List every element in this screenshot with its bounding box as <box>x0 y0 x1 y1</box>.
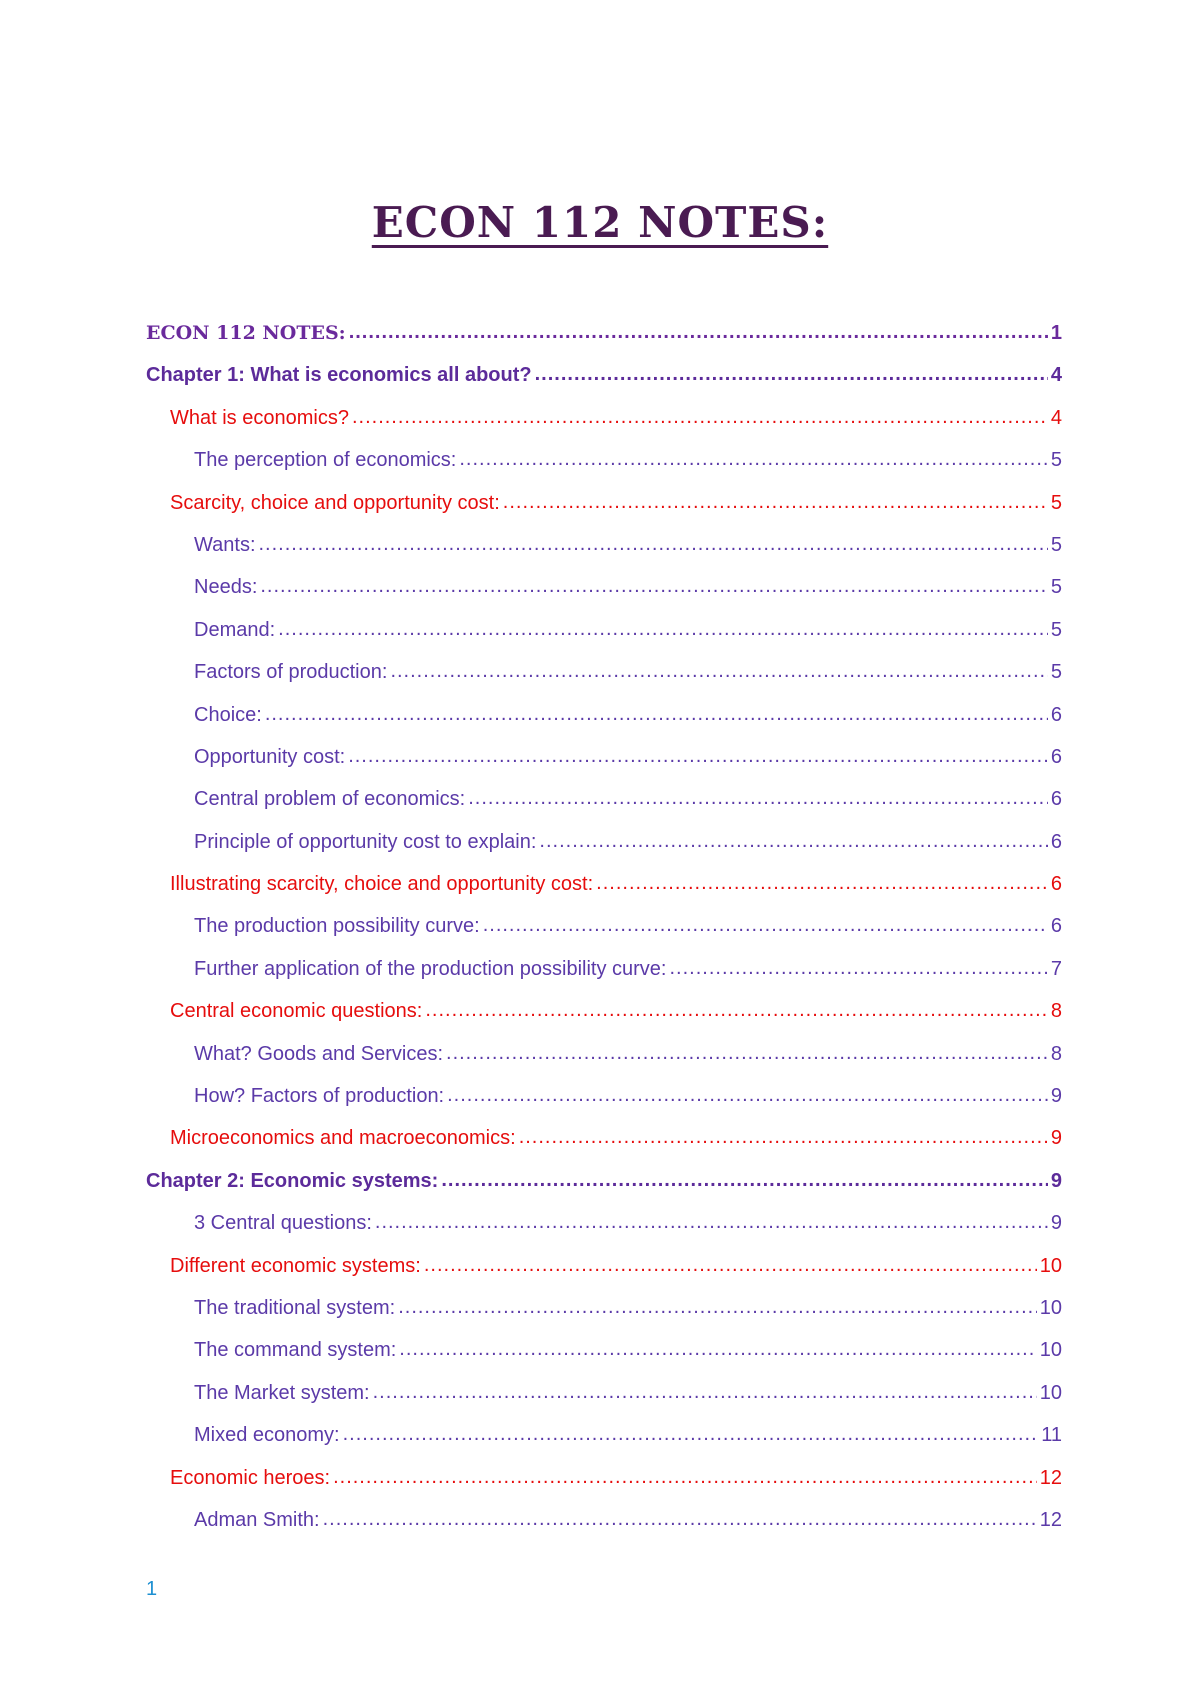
toc-entry[interactable] <box>146 1382 1062 1424</box>
toc-dot-leader <box>398 1296 1037 1319</box>
toc-entry-title: Illustrating scarcity, choice and opportunity cost: <box>170 873 594 896</box>
toc-entry-title: What is economics? <box>170 406 349 429</box>
toc-dot-leader <box>399 1338 1036 1361</box>
toc-dot-leader <box>596 872 1048 895</box>
table-of-contents <box>146 322 1062 1551</box>
toc-dot-leader <box>441 1169 1048 1192</box>
toc-dot-leader <box>669 957 1047 980</box>
toc-entry-page: 5 <box>1050 449 1062 472</box>
toc-entry-page: 5 <box>1050 533 1062 556</box>
toc-entry-page: 7 <box>1050 957 1062 980</box>
toc-entry-title: The perception of economics: <box>194 449 457 472</box>
toc-entry-page: 5 <box>1050 618 1062 641</box>
toc-entry[interactable] <box>146 704 1062 746</box>
toc-entry-page: 9 <box>1050 1212 1062 1235</box>
toc-dot-leader <box>333 1466 1037 1489</box>
toc-entry-page: 4 <box>1050 364 1062 387</box>
toc-entry-title: Principle of opportunity cost to explain: <box>194 830 537 853</box>
page-number: 1 <box>146 1578 158 1600</box>
toc-dot-leader <box>323 1508 1037 1531</box>
toc-dot-leader <box>446 1042 1048 1065</box>
toc-entry[interactable] <box>146 1509 1062 1551</box>
toc-dot-leader <box>459 448 1048 471</box>
toc-dot-leader <box>373 1381 1037 1404</box>
toc-entry-page: 5 <box>1050 491 1062 514</box>
toc-entry[interactable] <box>146 1000 1062 1042</box>
toc-entry-title: Chapter 2: Economic systems: <box>146 1169 439 1192</box>
toc-entry-page: 9 <box>1050 1085 1062 1108</box>
toc-entry-title: Scarcity, choice and opportunity cost: <box>170 491 500 514</box>
toc-entry[interactable] <box>146 576 1062 618</box>
toc-entry[interactable] <box>146 1170 1062 1212</box>
toc-entry-page: 9 <box>1050 1169 1062 1192</box>
toc-entry-page: 6 <box>1050 745 1062 768</box>
toc-entry[interactable] <box>146 449 1062 491</box>
toc-entry-page: 8 <box>1050 1000 1062 1023</box>
toc-entry[interactable] <box>146 915 1062 957</box>
toc-entry-page: 6 <box>1050 703 1062 726</box>
toc-entry-title: Central economic questions: <box>170 1000 423 1023</box>
toc-entry-page: 10 <box>1039 1296 1062 1319</box>
toc-entry[interactable] <box>146 958 1062 1000</box>
toc-entry-title: The production possibility curve: <box>194 915 480 938</box>
toc-entry[interactable] <box>146 407 1062 449</box>
toc-dot-leader <box>265 703 1048 726</box>
toc-entry-title: Demand: <box>194 618 276 641</box>
toc-dot-leader <box>447 1084 1048 1107</box>
document-title-text: ECON 112 NOTES: <box>371 198 829 247</box>
toc-entry[interactable] <box>146 1212 1062 1254</box>
toc-entry[interactable] <box>146 1043 1062 1085</box>
toc-dot-leader <box>349 321 1048 344</box>
toc-entry-title: 3 Central questions: <box>194 1212 372 1235</box>
toc-entry[interactable] <box>146 746 1062 788</box>
toc-entry-page: 5 <box>1050 576 1062 599</box>
toc-dot-leader <box>343 1423 1039 1446</box>
toc-entry[interactable] <box>146 1339 1062 1381</box>
toc-entry-title: The Market system: <box>194 1381 370 1404</box>
toc-entry[interactable] <box>146 1424 1062 1466</box>
toc-entry-page: 12 <box>1039 1466 1062 1489</box>
document-title <box>0 198 1200 247</box>
toc-dot-leader <box>468 787 1048 810</box>
toc-entry[interactable] <box>146 1467 1062 1509</box>
toc-entry-page: 12 <box>1039 1508 1062 1531</box>
toc-entry-page: 5 <box>1050 661 1062 684</box>
toc-entry[interactable] <box>146 1297 1062 1339</box>
toc-entry-title: The command system: <box>194 1339 397 1362</box>
toc-entry[interactable] <box>146 534 1062 576</box>
toc-entry-page: 10 <box>1039 1254 1062 1277</box>
toc-entry[interactable] <box>146 322 1062 364</box>
toc-entry-title: How? Factors of production: <box>194 1085 445 1108</box>
toc-dot-leader <box>278 618 1048 641</box>
toc-entry-page: 10 <box>1039 1339 1062 1362</box>
toc-dot-leader <box>539 830 1047 853</box>
toc-entry[interactable] <box>146 831 1062 873</box>
toc-entry-title: Further application of the production possibility curve: <box>194 957 667 980</box>
toc-dot-leader <box>375 1211 1048 1234</box>
toc-entry-page: 9 <box>1050 1127 1062 1150</box>
toc-entry[interactable] <box>146 1255 1062 1297</box>
toc-dot-leader <box>348 745 1048 768</box>
toc-dot-leader <box>390 660 1047 683</box>
toc-entry-title: Needs: <box>194 576 258 599</box>
toc-entry-page: 6 <box>1050 915 1062 938</box>
toc-dot-leader <box>424 1254 1037 1277</box>
toc-entry[interactable] <box>146 661 1062 703</box>
toc-entry[interactable] <box>146 1127 1062 1169</box>
toc-entry-page: 6 <box>1050 873 1062 896</box>
toc-entry[interactable] <box>146 492 1062 534</box>
toc-dot-leader <box>519 1126 1048 1149</box>
toc-entry-title: Microeconomics and macroeconomics: <box>170 1127 516 1150</box>
toc-entry-page: 11 <box>1041 1424 1062 1447</box>
toc-entry[interactable] <box>146 1085 1062 1127</box>
toc-entry[interactable] <box>146 788 1062 830</box>
toc-entry-title: Adman Smith: <box>194 1508 320 1531</box>
toc-entry-title: Chapter 1: What is economics all about? <box>146 364 532 387</box>
toc-entry-title: Mixed economy: <box>194 1424 340 1447</box>
toc-entry-title: What? Goods and Services: <box>194 1042 444 1065</box>
toc-entry-title: Factors of production: <box>194 661 388 684</box>
toc-entry-title: Central problem of economics: <box>194 788 466 811</box>
toc-entry-title: The traditional system: <box>194 1296 396 1319</box>
toc-entry[interactable] <box>146 364 1062 406</box>
toc-entry-page: 10 <box>1039 1381 1062 1404</box>
toc-entry-title: ECON 112 NOTES: <box>146 322 346 344</box>
toc-entry-title: Choice: <box>194 703 262 726</box>
toc-entry[interactable] <box>146 873 1062 915</box>
toc-entry-title: Wants: <box>194 533 256 556</box>
toc-dot-leader <box>352 406 1048 429</box>
toc-entry-title: Opportunity cost: <box>194 745 346 768</box>
toc-dot-leader <box>259 533 1048 556</box>
toc-entry-page: 4 <box>1050 406 1062 429</box>
toc-dot-leader <box>483 914 1048 937</box>
toc-dot-leader <box>425 999 1048 1022</box>
toc-entry-page: 6 <box>1050 788 1062 811</box>
toc-entry-page: 6 <box>1050 830 1062 853</box>
toc-entry-title: Economic heroes: <box>170 1466 331 1489</box>
toc-entry-page: 8 <box>1050 1042 1062 1065</box>
toc-entry-title: Different economic systems: <box>170 1254 421 1277</box>
toc-entry[interactable] <box>146 619 1062 661</box>
toc-dot-leader <box>535 363 1048 386</box>
toc-dot-leader <box>503 491 1048 514</box>
toc-entry-page: 1 <box>1050 322 1062 344</box>
toc-dot-leader <box>260 575 1048 598</box>
